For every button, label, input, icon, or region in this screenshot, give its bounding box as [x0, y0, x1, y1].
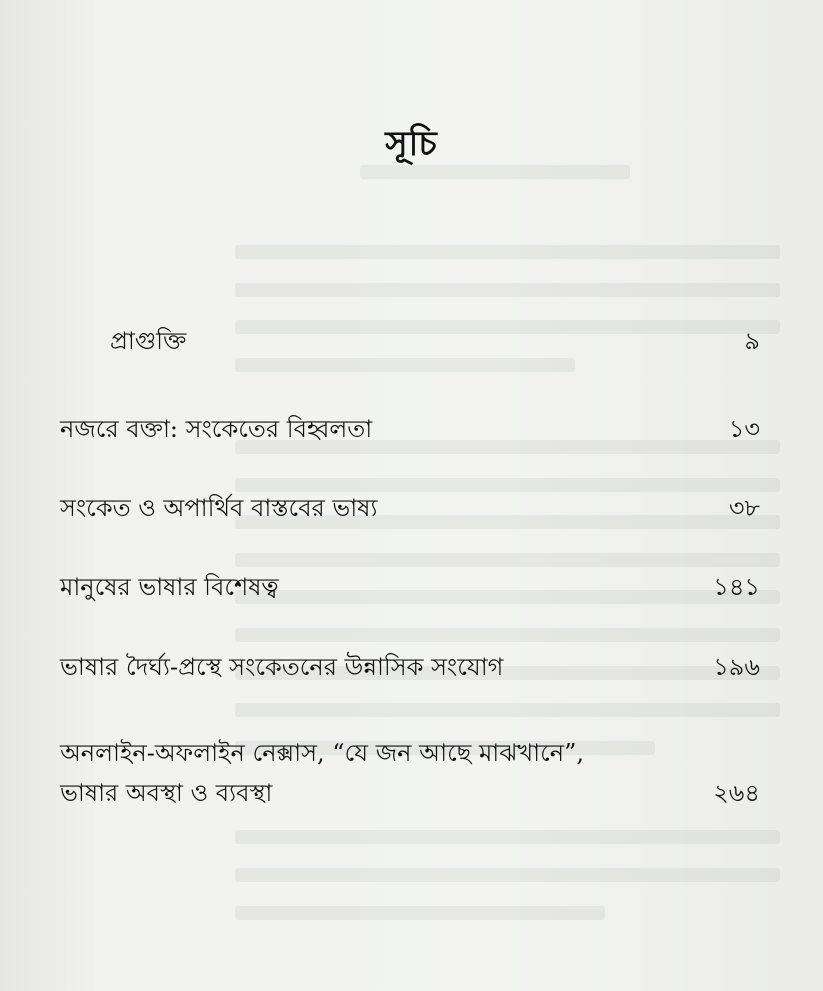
toc-entry-page: ৯ — [744, 327, 760, 355]
bleed-through-text — [235, 868, 780, 882]
bleed-through-text — [235, 906, 605, 920]
toc-entry-title-line: অনলাইন-অফলাইন নেক্সাস, “যে জন আছে মাঝখানে”, — [60, 739, 584, 767]
toc-entry-title-line: ভাষার অবস্থা ও ব্যবস্থা — [60, 779, 273, 807]
toc-entry — [60, 412, 760, 446]
toc-entry — [60, 491, 760, 525]
toc-entry-title: ভাষার দৈর্ঘ্য-প্রস্থে সংকেতনের উন্নাসিক সংযোগ — [60, 653, 504, 681]
toc-entry-title: নজরে বক্তা: সংকেতের বিহ্বলতা — [60, 415, 373, 443]
bleed-through-text — [235, 703, 780, 717]
toc-entry-page: ২৬৪ — [713, 779, 760, 807]
toc-entry-page: ১৪১ — [713, 573, 760, 601]
toc-entry — [60, 570, 760, 604]
bleed-through-text — [235, 628, 780, 642]
toc-entry-page: ১৩ — [728, 415, 760, 443]
toc-entry — [60, 736, 760, 810]
toc-entry — [60, 650, 760, 684]
toc-entry-title: মানুষের ভাষার বিশেষত্ব — [60, 573, 279, 601]
bleed-through-text — [235, 358, 575, 372]
toc-entry — [60, 324, 760, 358]
bleed-through-text — [235, 553, 780, 567]
bleed-through-text — [235, 283, 780, 297]
toc-entry-title: প্রাগুক্তি — [110, 327, 187, 355]
toc-entry-page: ১৯৬ — [713, 653, 760, 681]
page-title: সূচি — [385, 124, 438, 164]
toc-entry-page: ৩৮ — [728, 494, 760, 522]
toc-entry-title: সংকেত ও অপার্থিব বাস্তবের ভাষ্য — [60, 494, 378, 522]
bleed-through-text — [235, 478, 780, 492]
bleed-through-text — [235, 830, 780, 844]
bleed-through-text — [235, 245, 780, 259]
